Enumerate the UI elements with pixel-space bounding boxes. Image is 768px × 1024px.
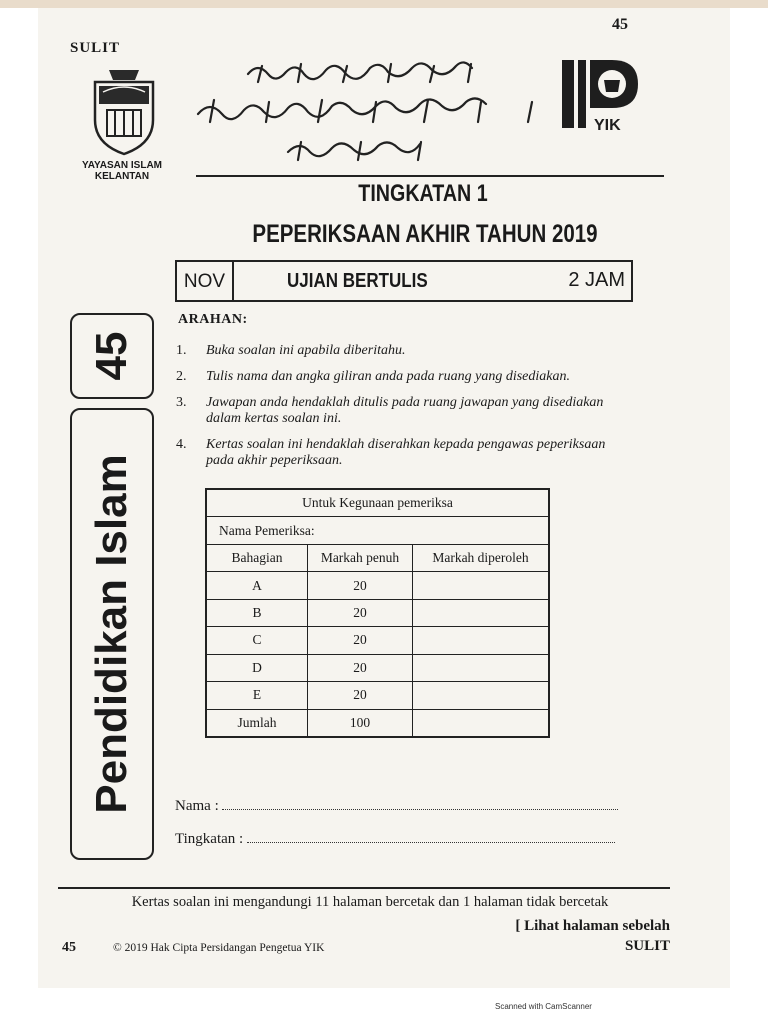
full-marks-cell: 20 (308, 654, 413, 681)
org-label-line2: KELANTAN (94, 171, 150, 182)
instruction-item (176, 395, 636, 429)
obtained-marks-cell (413, 599, 550, 626)
table-row (206, 572, 549, 599)
table-row (206, 599, 549, 626)
table-row (206, 654, 549, 681)
title-form-level: TINGKATAN 1 (358, 180, 488, 207)
table-total-row (206, 709, 549, 737)
subject-code-box (70, 313, 154, 399)
name-input-line[interactable] (222, 797, 618, 810)
section-cell: B (206, 599, 308, 626)
footer-rule (58, 887, 670, 889)
instruction-item (176, 437, 636, 471)
full-marks-cell: 20 (308, 627, 413, 654)
instruction-item (176, 369, 636, 387)
name-field-row (175, 797, 635, 815)
total-obtained-cell (413, 709, 550, 737)
total-value: 100 (308, 709, 413, 737)
jawi-calligraphy-icon (168, 52, 578, 170)
column-header: Bahagian (206, 544, 308, 571)
examiner-name-label: Nama Pemeriksa: (206, 517, 549, 544)
instruction-text: Kertas soalan ini hendaklah diserahkan kepada pengawas peperiksaan pada akhir peperiksaan. (206, 437, 606, 468)
instruction-number: 3. (176, 395, 187, 410)
copyright-text: © 2019 Hak Cipta Persidangan Pengetua YIK (113, 942, 325, 954)
yik-logo-text: YIK (594, 117, 621, 134)
class-input-line[interactable] (247, 830, 615, 843)
full-marks-cell: 20 (308, 572, 413, 599)
exam-duration: 2 JAM (568, 269, 625, 291)
page-number-bottom: 45 (62, 940, 76, 955)
top-edge (0, 0, 768, 8)
sulit-label-bottom: SULIT (624, 938, 670, 954)
exam-month: NOV (177, 262, 234, 300)
title-exam-name: PEPERIKSAAN AKHIR TAHUN 2019 (252, 220, 598, 248)
column-header: Markah penuh (308, 544, 413, 571)
subject-code: 45 (87, 331, 136, 381)
instruction-text: Tulis nama dan angka giliran anda pada ruang yang disediakan. (206, 369, 570, 384)
page-count-note: Kertas soalan ini mengandungi 11 halaman bercetak dan 1 halaman tidak bercetak (131, 894, 609, 910)
table-examiner-row (206, 517, 549, 544)
class-field-row (175, 830, 635, 848)
class-label: Tingkatan : (175, 831, 244, 847)
total-label: Jumlah (206, 709, 308, 737)
table-header-row (206, 544, 549, 571)
examiner-marks-table (205, 488, 550, 738)
yik-logo-icon (560, 58, 640, 134)
instruction-text: Buka soalan ini apabila diberitahu. (206, 343, 406, 358)
next-page-note: [ Lihat halaman sebelah (515, 918, 670, 934)
column-header: Markah diperoleh (413, 544, 550, 571)
name-label: Nama : (175, 798, 219, 814)
crest-emblem-icon (85, 64, 163, 156)
obtained-marks-cell (413, 627, 550, 654)
org-label (62, 160, 182, 182)
table-row (206, 627, 549, 654)
table-caption-row (206, 489, 549, 517)
section-cell: D (206, 654, 308, 681)
section-cell: A (206, 572, 308, 599)
page-number-top: 45 (612, 16, 628, 33)
subject-name: Pendidikan Islam (87, 454, 136, 814)
exam-type: UJIAN BERTULIS (287, 270, 428, 292)
scanner-watermark: Scanned with CamScanner (495, 1002, 592, 1011)
full-marks-cell: 20 (308, 682, 413, 709)
instruction-text: Jawapan anda hendaklah ditulis pada ruang jawapan yang disediakan dalam kertas soalan ini. (206, 395, 604, 426)
sulit-label-top: SULIT (70, 40, 121, 56)
instruction-number: 4. (176, 437, 187, 452)
full-marks-cell: 20 (308, 599, 413, 626)
section-cell: C (206, 627, 308, 654)
instruction-number: 1. (176, 343, 187, 358)
org-label-line1: YAYASAN ISLAM (81, 160, 163, 171)
instructions-heading: ARAHAN: (178, 312, 248, 327)
header-rule (196, 175, 664, 177)
instruction-number: 2. (176, 369, 187, 384)
exam-info-bar (175, 260, 633, 302)
obtained-marks-cell (413, 654, 550, 681)
section-cell: E (206, 682, 308, 709)
subject-name-box (70, 408, 154, 860)
table-caption: Untuk Kegunaan pemeriksa (206, 489, 549, 517)
obtained-marks-cell (413, 572, 550, 599)
table-row (206, 682, 549, 709)
instruction-item (176, 343, 636, 361)
obtained-marks-cell (413, 682, 550, 709)
